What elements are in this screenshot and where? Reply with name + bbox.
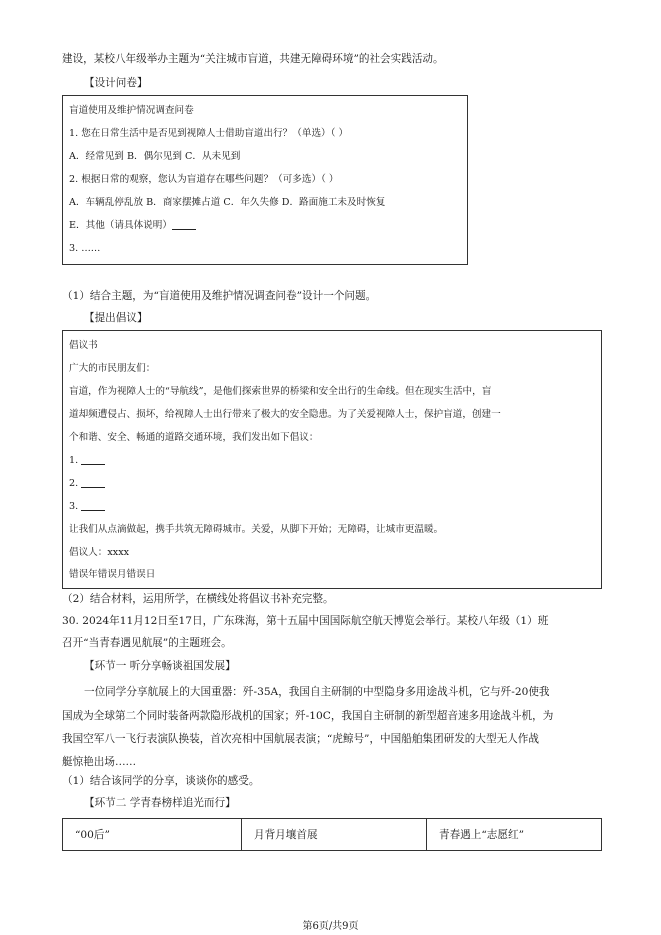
- table-cell: 月背月壤首展: [242, 819, 427, 851]
- segment-1-heading: 【环节一 听分享畅谈祖国发展】: [84, 660, 236, 672]
- answer-blank[interactable]: [81, 477, 105, 488]
- question-1-options: A．经常见到 B．偶尔见到 C．从未见到: [69, 151, 241, 162]
- proposal-body-2: 道却频遭侵占、损坏，给视障人士出行带来了极大的安全隐患。为了关爱视障人士，保护盲道，创建一: [69, 409, 501, 420]
- proposal-date: 错误年错误月错误日: [69, 569, 156, 580]
- proposal-item-2-number: 2.: [69, 478, 82, 489]
- proposal-item-1-number: 1.: [69, 455, 82, 466]
- proposal-greeting: 广大的市民朋友们：: [69, 363, 156, 374]
- page-footer: 第6页/共9页: [302, 921, 359, 932]
- answer-blank[interactable]: [81, 454, 105, 465]
- proposal-body-1: 盲道，作为视障人士的“导航线”，是他们探索世界的桥梁和安全出行的生命线。但在现实生活中，盲: [69, 386, 492, 397]
- proposal-item-2: [69, 477, 105, 490]
- share-line-2: 国成为全球第二个同时装备两款隐形战机的国家；歼-10C，我国自主研制的新型超音速多用途战斗机，为: [62, 710, 554, 722]
- question-30-line-1: 30. 2024年11月12日至17日，广东珠海，第十五届中国国际航空航天博览会举行。某校八年级（1）班: [62, 615, 549, 627]
- table-cell: “00后”: [63, 819, 242, 851]
- question-3: 3. ……: [69, 243, 101, 254]
- proposal-item-3-number: 3.: [69, 501, 82, 512]
- share-line-1: 一位同学分享航展上的大国重器：歼-35A，我国自主研制的中型隐身多用途战斗机，它与歼-20使我: [84, 686, 550, 698]
- segment-2-table: [62, 818, 602, 851]
- design-heading: 【设计问卷】: [84, 77, 148, 89]
- proposal-title: 倡议书: [69, 340, 98, 351]
- question-2-other-text: E．其他（请具体说明）: [69, 220, 172, 231]
- task-1: （1）结合主题，为“盲道使用及维护情况调查问卷”设计一个问题。: [62, 290, 377, 302]
- proposal-body-3: 个和谐、安全、畅通的道路交通环境，我们发出如下倡议：: [69, 432, 319, 443]
- answer-blank[interactable]: [81, 500, 105, 511]
- table-cell: 青春遇上“志愿红”: [427, 819, 602, 851]
- proposal-closing: 让我们从点滴做起，携手共筑无障碍城市。关爱，从脚下开始；无障碍，让城市更温暖。: [69, 524, 444, 535]
- proposal-item-3: [69, 500, 105, 513]
- question-2-options: A．车辆乱停乱放 B．商家摆摊占道 C．年久失修 D．路面施工未及时恢复: [69, 197, 386, 208]
- share-line-3: 我国空军八一飞行表演队换装，首次亮相中国航展表演；“虎鲸号”，中国船舶集团研发的大型无人作战: [62, 733, 539, 745]
- questionnaire-box: [62, 95, 468, 265]
- questionnaire-title: 盲道使用及维护情况调查问卷: [69, 105, 194, 116]
- question-2-other: [69, 219, 196, 232]
- task-3: （1）结合该同学的分享，谈谈你的感受。: [62, 775, 260, 787]
- proposal-heading: 【提出倡议】: [84, 312, 148, 324]
- task-2: （2）结合材料，运用所学，在横线处将倡议书补充完整。: [62, 593, 334, 605]
- proposal-signer: 倡议人：xxxx: [69, 547, 130, 558]
- proposal-item-1: [69, 454, 105, 467]
- share-line-4: 艇惊艳出场……: [62, 756, 137, 768]
- intro-text: 建设，某校八年级举办主题为“关注城市盲道，共建无障碍环境”的社会实践活动。: [62, 53, 444, 65]
- proposal-box: [62, 330, 602, 589]
- question-1: 1. 您在日常生活中是否见到视障人士借助盲道出行？（单选）（ ）: [69, 128, 349, 139]
- question-30-line-2: 召开“当青春遇见航展”的主题班会。: [62, 637, 232, 649]
- table-row: [63, 819, 602, 851]
- segment-2-heading: 【环节二 学青春榜样追光而行】: [84, 797, 236, 809]
- answer-blank[interactable]: [172, 219, 196, 230]
- question-2: 2. 根据日常的观察，您认为盲道存在哪些问题？（可多选）（ ）: [69, 174, 339, 185]
